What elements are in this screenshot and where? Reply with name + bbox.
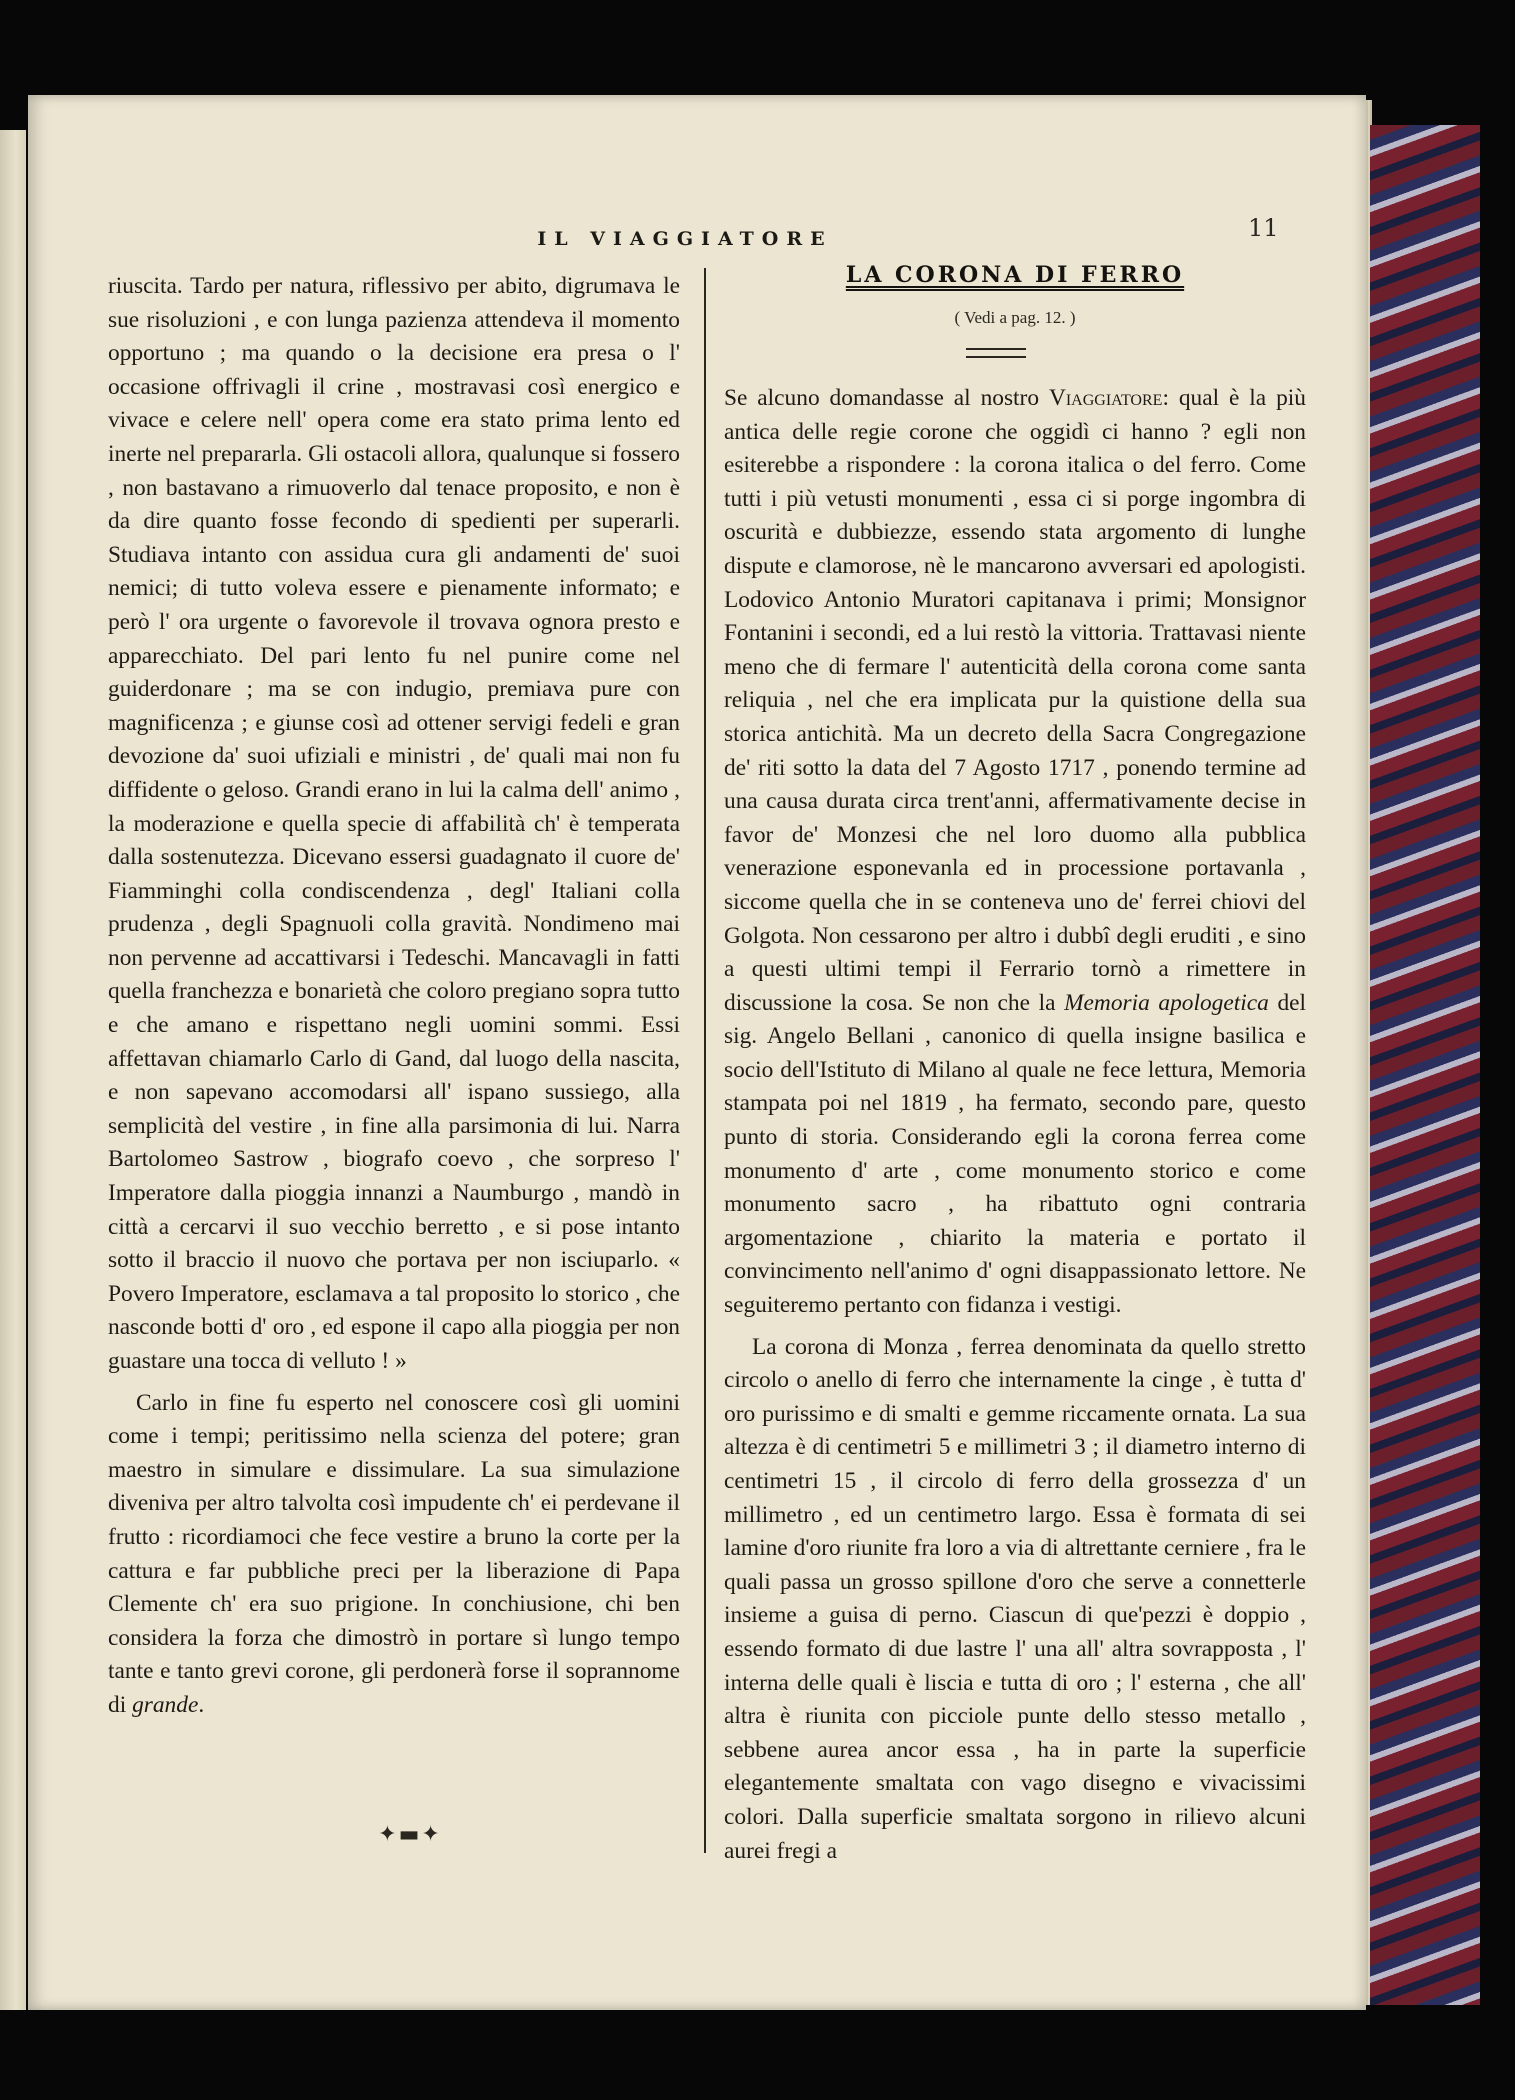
article-title: LA CORONA DI FERRO — [845, 262, 1185, 288]
left-paragraph-2-text: Carlo in fine fu esperto nel conoscere così gli uomini come i tempi; peritissimo nella scienza del potere; gran maestro in simulare e dissimulare. La sua simulazione diveniva per altro talvolta così impudente ch' ei perdevane il frutto : ricordiamoci che fece vestire a bruno la corte per la cattura e far pubbliche preci per la liberazione di Papa Clemente ch' era suo prigione. In conchiusione, chi ben considera la forza che dimostrò in portare sì lungo tempo tante e tanto grevi corone, gli perdonerà forse il soprannome di — [108, 1389, 680, 1718]
right-paragraph-1-a: Se alcuno domandasse al nostro — [724, 385, 1040, 411]
right-column — [724, 382, 1306, 1868]
right-paragraph-2: La corona di Monza , ferrea denominata da quello stretto circolo o anello di ferro che internamente la cinge , è tutta d' oro purissimo e di smalti e gemme riccamente ornata. La sua altezza è di centimetri 5 e millimetri 3 ; il diametro interno di centimetri 15 , il circolo di ferro della grossezza d' un millimetro , ed un centimetro largo. Essa è formata di sei lamine d'oro riunite fra loro a via di altrettante cerniere , fra le quali passa un grosso spillone d'oro che serve a connetterle insieme a guisa di perno. Ciascun di que'pezzi è doppio , essendo formato di due lastre l' una all' altra sovrapposta , l' interna delle quali è liscia e tutta di oro ; l' esterna , che all' altra è riunita con picciole punte dello stesso metallo , sebbene aurea ancor essa , ha in parte la superficie elegantemente smaltata con vago disegno e vivacissimi colori. Dalla superficie smaltata sorgono in rilievo alcuni aurei fregi a — [724, 1333, 1306, 1864]
column-divider — [704, 268, 706, 1853]
left-paragraph-2 — [108, 1387, 680, 1723]
right-paragraph-1-c: del sig. Angelo Bellani , canonico di quella insigne basilica e socio dell'Istituto di Milano al quale ne fece lettura, Memoria stampata poi nel 1819 , ha fermato, secondo pare, questo punto di storia. Considerando egli la corona ferrea come monumento d' arte , come monumento storico e come monumento sacro , ha ribattuto ogni contraria argomentazione , chiarito la materia e portato il convincimento nell'animo d' ogni disappassionato lettore. Ne seguiteremo pertanto con fidanza i vestigi. — [724, 989, 1307, 1319]
marbled-book-edge — [1370, 125, 1480, 2005]
right-paragraph-1-b: : qual è la più antica delle regie corone che oggidì ci hanno ? egli non esiterebbe a rispondere : la corona italica o del ferro. Come tutti i più vetusti monumenti , essa ci si porge ingombra di oscurità e dubbiezze, essendo stata argomento di lunghe dispute e clamorose, nè le mancarono avversari ed apologisti. Lodovico Antonio Muratori capitanava i primi; Monsignor Fontanini i secondi, ed a lui restò la vittoria. Trattavasi niente meno che di fermare l' autenticità della corona come santa reliquia , nel che era implicata pur la quistione della sua storica antichità. Ma un decreto della Sacra Congregazione de' riti sotto la data del 7 Agosto 1717 , ponendo termine ad una causa durata circa trent'anni, affermativamente decise in favor de' Monzesi che nel loro duomo alla pubblica venerazione esponevanla ed in processione portavanla , siccome quella che in se conteneva uno de' ferrei chiovi del Golgota. Non cessarono per altro i dubbî degli eruditi , e sino a questi ultimi tempi il Ferrario tornò a rimettere in discussione la cosa. Se non che la — [724, 385, 1306, 1016]
title-rule — [966, 348, 1026, 358]
page-number: 11 — [1248, 214, 1279, 242]
left-paragraph-2-end: . — [198, 1691, 205, 1718]
right-paragraph-1 — [724, 382, 1306, 1323]
italic-title: Memoria apologetica — [1064, 989, 1269, 1016]
italic-word: grande — [132, 1691, 199, 1718]
small-caps-word: Viaggiatore — [1048, 385, 1163, 411]
article-subtitle: ( Vedi a pag. 12. ) — [954, 308, 1076, 327]
running-head: IL VIAGGIATORE — [537, 228, 833, 250]
left-paragraph-1: riuscita. Tardo per natura, riflessivo per abito, digrumava le sue risoluzioni , e con lunga pazienza attendeva il momento opportuno ; ma quando o la decisione era presa o l' occasione offrivagli il crine , mostravasi così energico e vivace e celere nell' opera come era stato prima lento ed inerte nel prepararla. Gli ostacoli allora, qualunque si fossero , non bastavano a rimuoverlo dal tenace proposito, e non è da dire quanto fosse fecondo di spedienti per superarli. Studiava intanto con assidua cura gli andamenti de' suoi nemici; di tutto voleva essere e pienamente informato; e però l' ora urgente o favorevole il trovava ognora presto e apparecchiato. Del pari lento fu nel punire come nel guiderdonare ; ma se con indugio, premiava pure con magnificenza ; e giunse così ad ottener servigi fedeli e gran devozione da' suoi ufiziali e ministri , de' quali mai non fu diffidente o geloso. Grandi erano in lui la calma dell' animo , la moderazione e quella specie di affabilità ch' è temperata dalla sostenutezza. Dicevano essersi guadagnato il cuore de' Fiamminghi colla condiscendenza , degl' Italiani colla prudenza , degli Spagnuoli colla gravità. Nondimeno mai non pervenne ad accattivarsi i Tedeschi. Mancavagli in fatti quella franchezza e bonarietà che coloro pregiano sopra tutto e che amano e rispettano negli uomini sommi. Essi affettavan chiamarlo Carlo di Gand, dal luogo della nascita, e non sapevano accomodarsi all' ispano sussiego, alla semplicità del vestire , in fine alla parsimonia di lui. Narra Bartolomeo Sastrow , biografo coevo , che sorpreso l' Imperatore dalla pioggia innanzi a Naumburgo , mandò in città a cercarvi il suo vecchio berretto , e si pose intanto sotto il braccio il nuovo che portava per non isciuparlo. « Povero Imperatore, esclamava a tal proposito lo storico , che nasconde botti d' oro , ed espone il capo alla pioggia per non guastare una tocca di velluto ! » — [108, 273, 680, 1374]
left-page-edge — [0, 130, 26, 2010]
ornament: ✦▬✦ — [378, 1822, 442, 1847]
left-column — [108, 270, 680, 1723]
